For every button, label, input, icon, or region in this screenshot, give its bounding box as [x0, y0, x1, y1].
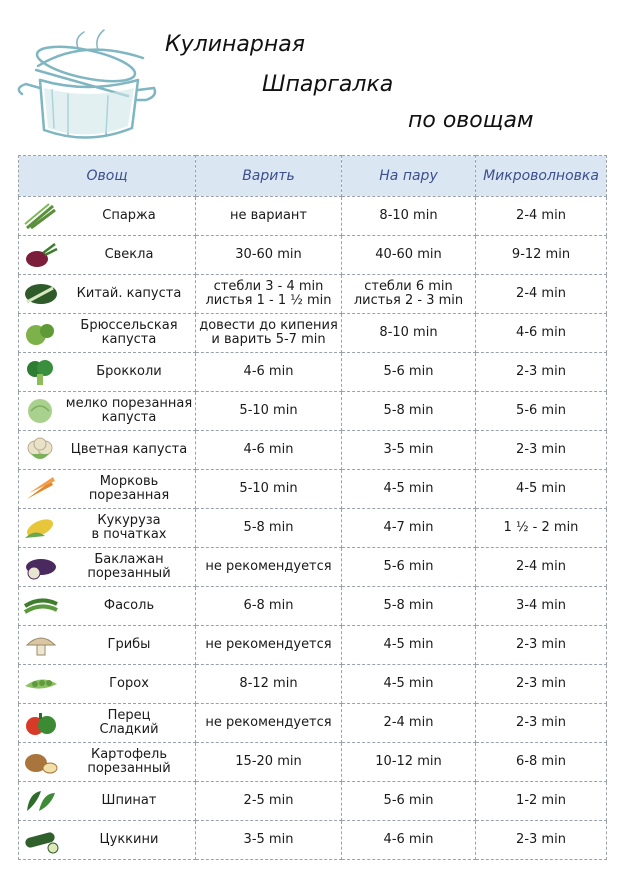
microwave-time-cell: 4-5 min	[476, 470, 607, 509]
table-row	[19, 197, 607, 236]
header-vegetable: Овощ	[19, 156, 196, 197]
title-line-3: по овощам	[408, 108, 534, 133]
bell-pepper-icon	[23, 709, 59, 737]
cooking-pot-icon	[8, 18, 158, 148]
vegetable-cell	[19, 314, 196, 353]
table-row	[19, 431, 607, 470]
table-row	[19, 587, 607, 626]
vegetable-cell	[19, 821, 196, 860]
steam-time-cell: 4-5 min	[342, 470, 476, 509]
boil-time-cell: 6-8 min	[196, 587, 342, 626]
corn-icon	[23, 514, 59, 542]
steam-time-cell: 4-5 min	[342, 626, 476, 665]
vegetable-name: Шпинат	[101, 793, 157, 808]
microwave-time-cell: 2-4 min	[476, 275, 607, 314]
table-row	[19, 665, 607, 704]
steam-time-cell: 8-10 min	[342, 197, 476, 236]
vegetable-cell	[19, 470, 196, 509]
boil-time-cell: не рекомендуется	[196, 704, 342, 743]
boil-time-cell: 8-12 min	[196, 665, 342, 704]
microwave-time-cell: 9-12 min	[476, 236, 607, 275]
vegetable-cell	[19, 626, 196, 665]
vegetable-cell	[19, 743, 196, 782]
vegetable-name: Грибы	[107, 637, 151, 652]
table-header-row	[19, 156, 607, 197]
vegetable-cell	[19, 548, 196, 587]
microwave-time-cell: 2-4 min	[476, 548, 607, 587]
vegetable-cell	[19, 392, 196, 431]
table-row	[19, 509, 607, 548]
vegetable-name: Морковь порезанная	[88, 474, 170, 503]
boil-time-cell: 3-5 min	[196, 821, 342, 860]
steam-time-cell: стебли 6 min листья 2 - 3 min	[342, 275, 476, 314]
cabbage-icon	[23, 397, 59, 425]
vegetable-cell	[19, 236, 196, 275]
boil-time-cell: довести до кипения и варить 5-7 min	[196, 314, 342, 353]
vegetable-cell	[19, 431, 196, 470]
vegetable-name: Брюссельская капуста	[80, 318, 178, 347]
microwave-time-cell: 2-3 min	[476, 821, 607, 860]
microwave-time-cell: 6-8 min	[476, 743, 607, 782]
vegetable-cell	[19, 275, 196, 314]
peas-icon	[23, 670, 59, 698]
vegetable-cell	[19, 587, 196, 626]
table-row	[19, 314, 607, 353]
vegetable-name: Цуккини	[99, 832, 159, 847]
boil-time-cell: 15-20 min	[196, 743, 342, 782]
steam-time-cell: 5-8 min	[342, 392, 476, 431]
vegetable-name: Фасоль	[103, 598, 155, 613]
spinach-icon	[23, 787, 59, 815]
asparagus-icon	[23, 202, 59, 230]
table-row	[19, 392, 607, 431]
vegetable-name: Свекла	[104, 247, 154, 262]
vegetable-cell	[19, 509, 196, 548]
steam-time-cell: 5-8 min	[342, 587, 476, 626]
steam-time-cell: 4-5 min	[342, 665, 476, 704]
potato-icon	[23, 748, 59, 776]
microwave-time-cell: 3-4 min	[476, 587, 607, 626]
boil-time-cell: стебли 3 - 4 min листья 1 - 1 ½ min	[196, 275, 342, 314]
vegetable-name: Китай. капуста	[76, 286, 182, 301]
vegetable-name: Цветная капуста	[70, 442, 188, 457]
carrot-icon	[23, 475, 59, 503]
boil-time-cell: 4-6 min	[196, 431, 342, 470]
boil-time-cell: не рекомендуется	[196, 626, 342, 665]
microwave-time-cell: 1 ½ - 2 min	[476, 509, 607, 548]
boil-time-cell: 4-6 min	[196, 353, 342, 392]
brussels-sprouts-icon	[23, 319, 59, 347]
steam-time-cell: 5-6 min	[342, 353, 476, 392]
steam-time-cell: 4-7 min	[342, 509, 476, 548]
zucchini-icon	[23, 826, 59, 854]
vegetable-name: Кукуруза в початках	[91, 513, 167, 542]
cooking-time-table	[18, 155, 607, 860]
vegetable-cell	[19, 704, 196, 743]
table-row	[19, 353, 607, 392]
vegetable-name: мелко порезанная капуста	[65, 396, 193, 425]
steam-time-cell: 5-6 min	[342, 548, 476, 587]
beet-icon	[23, 241, 59, 269]
steam-time-cell: 8-10 min	[342, 314, 476, 353]
table-row	[19, 470, 607, 509]
microwave-time-cell: 2-4 min	[476, 197, 607, 236]
title-line-2: Шпаргалка	[262, 72, 394, 97]
vegetable-name: Горох	[109, 676, 149, 691]
mushroom-icon	[23, 631, 59, 659]
broccoli-icon	[23, 358, 59, 386]
vegetable-cell	[19, 353, 196, 392]
table-row	[19, 743, 607, 782]
microwave-time-cell: 2-3 min	[476, 704, 607, 743]
vegetable-cell	[19, 197, 196, 236]
table-row	[19, 236, 607, 275]
vegetable-name: Перец Сладкий	[99, 708, 159, 737]
table-row	[19, 626, 607, 665]
green-beans-icon	[23, 592, 59, 620]
cauliflower-icon	[23, 436, 59, 464]
boil-time-cell: 30-60 min	[196, 236, 342, 275]
table-row	[19, 548, 607, 587]
vegetable-name: Баклажан порезанный	[87, 552, 171, 581]
table-row	[19, 704, 607, 743]
title-line-1: Кулинарная	[165, 32, 305, 57]
steam-time-cell: 2-4 min	[342, 704, 476, 743]
table-row	[19, 821, 607, 860]
steam-time-cell: 4-6 min	[342, 821, 476, 860]
vegetable-cell	[19, 782, 196, 821]
microwave-time-cell: 2-3 min	[476, 353, 607, 392]
microwave-time-cell: 4-6 min	[476, 314, 607, 353]
table-row	[19, 275, 607, 314]
bok-choy-icon	[23, 280, 59, 308]
boil-time-cell: 5-10 min	[196, 470, 342, 509]
microwave-time-cell: 5-6 min	[476, 392, 607, 431]
boil-time-cell: 5-10 min	[196, 392, 342, 431]
vegetable-name: Брокколи	[96, 364, 162, 379]
eggplant-icon	[23, 553, 59, 581]
steam-time-cell: 3-5 min	[342, 431, 476, 470]
header-boil: Варить	[196, 156, 342, 197]
vegetable-name: Спаржа	[102, 208, 156, 223]
boil-time-cell: 5-8 min	[196, 509, 342, 548]
boil-time-cell: не вариант	[196, 197, 342, 236]
microwave-time-cell: 2-3 min	[476, 665, 607, 704]
boil-time-cell: 2-5 min	[196, 782, 342, 821]
vegetable-name: Картофель порезанный	[87, 747, 171, 776]
header-microwave: Микроволновка	[476, 156, 607, 197]
microwave-time-cell: 2-3 min	[476, 626, 607, 665]
header-steam: На пару	[342, 156, 476, 197]
microwave-time-cell: 2-3 min	[476, 431, 607, 470]
steam-time-cell: 10-12 min	[342, 743, 476, 782]
table-row	[19, 782, 607, 821]
boil-time-cell: не рекомендуется	[196, 548, 342, 587]
steam-time-cell: 5-6 min	[342, 782, 476, 821]
microwave-time-cell: 1-2 min	[476, 782, 607, 821]
vegetable-cell	[19, 665, 196, 704]
steam-time-cell: 40-60 min	[342, 236, 476, 275]
